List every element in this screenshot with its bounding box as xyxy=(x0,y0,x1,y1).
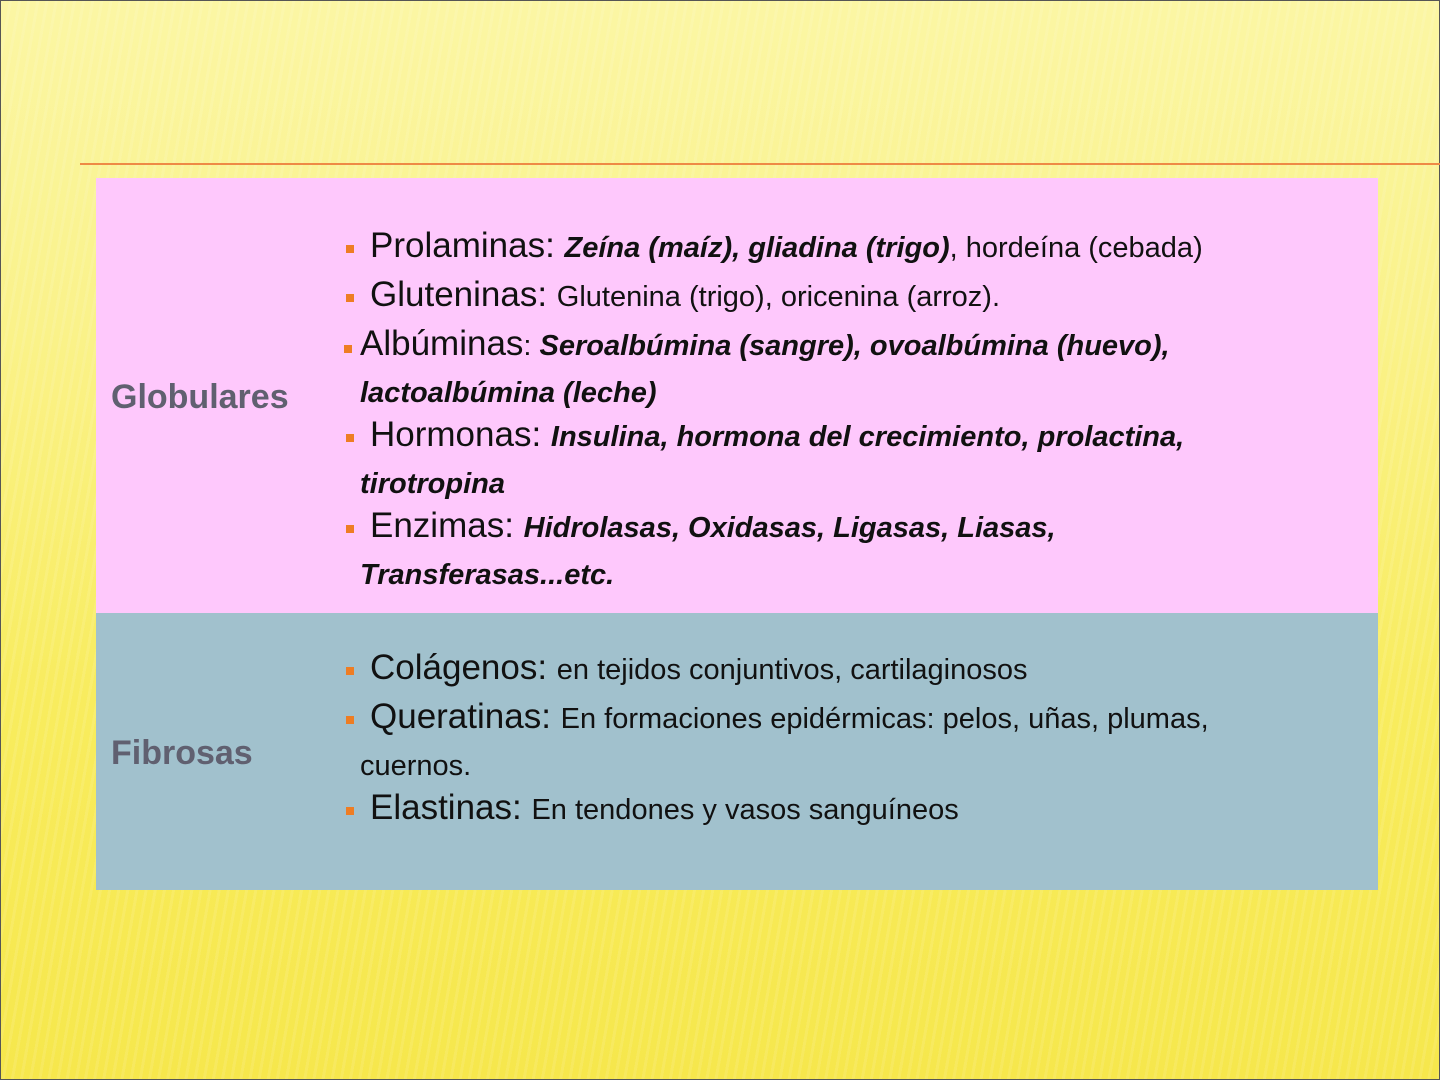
term-queratinas: Queratinas: xyxy=(370,697,561,736)
term-enzimas: Enzimas: xyxy=(370,506,524,545)
list-item-gluteninas xyxy=(344,274,1354,323)
desc-queratinas-line2: cuernos. xyxy=(360,750,472,782)
category-label-globulares: Globulares xyxy=(111,378,289,416)
header-rule xyxy=(80,163,1440,165)
list-item-prolaminas xyxy=(344,225,1354,274)
list-item-queratinas xyxy=(344,696,1354,787)
desc-gluteninas: Glutenina (trigo), oricenina (arroz). xyxy=(556,281,1001,313)
fibrosas-list xyxy=(344,647,1354,836)
square-bullet-icon xyxy=(346,807,354,815)
term-gluteninas: Gluteninas: xyxy=(370,275,557,314)
square-bullet-icon xyxy=(344,345,352,353)
term-colagenos: Colágenos: xyxy=(370,648,557,687)
square-bullet-icon xyxy=(346,667,354,675)
term-albuminas: Albúminas xyxy=(360,324,524,363)
square-bullet-icon xyxy=(346,434,354,442)
desc-prolaminas-italic: Zeína (maíz), gliadina (trigo) xyxy=(564,232,950,264)
desc-albuminas-line1: Seroalbúmina (sangre), ovoalbúmina (huevo), xyxy=(539,330,1170,362)
desc-hormonas-line1: Insulina, hormona del crecimiento, prolactina, xyxy=(550,421,1185,453)
square-bullet-icon xyxy=(346,716,354,724)
desc-hormonas-line2: tirotropina xyxy=(360,468,505,500)
list-item-enzimas xyxy=(344,505,1354,596)
square-bullet-icon xyxy=(346,294,354,302)
row-globulares xyxy=(96,178,1378,613)
square-bullet-icon xyxy=(346,525,354,533)
list-item-hormonas xyxy=(344,414,1354,505)
desc-enzimas-line2: Transferasas...etc. xyxy=(360,559,615,591)
term-albuminas-colon: : xyxy=(523,330,540,362)
list-item-elastinas xyxy=(344,787,1354,836)
desc-elastinas: En tendones y vasos sanguíneos xyxy=(531,794,959,826)
list-item-colagenos xyxy=(344,647,1354,696)
desc-queratinas-line1: En formaciones epidérmicas: pelos, uñas, plumas, xyxy=(560,703,1209,735)
desc-colagenos: en tejidos conjuntivos, cartilaginosos xyxy=(556,654,1028,686)
globulares-list xyxy=(344,225,1354,596)
term-hormonas: Hormonas: xyxy=(370,415,551,454)
term-prolaminas: Prolaminas: xyxy=(370,226,565,265)
list-item-albuminas xyxy=(344,323,1354,414)
desc-enzimas-line1: Hidrolasas, Oxidasas, Ligasas, Liasas, xyxy=(523,512,1056,544)
term-elastinas: Elastinas: xyxy=(370,788,532,827)
desc-albuminas-line2: lactoalbúmina (leche) xyxy=(360,377,657,409)
category-label-fibrosas: Fibrosas xyxy=(111,734,253,772)
square-bullet-icon xyxy=(346,245,354,253)
row-fibrosas xyxy=(96,613,1378,890)
desc-prolaminas-plain: , hordeína (cebada) xyxy=(949,232,1203,264)
